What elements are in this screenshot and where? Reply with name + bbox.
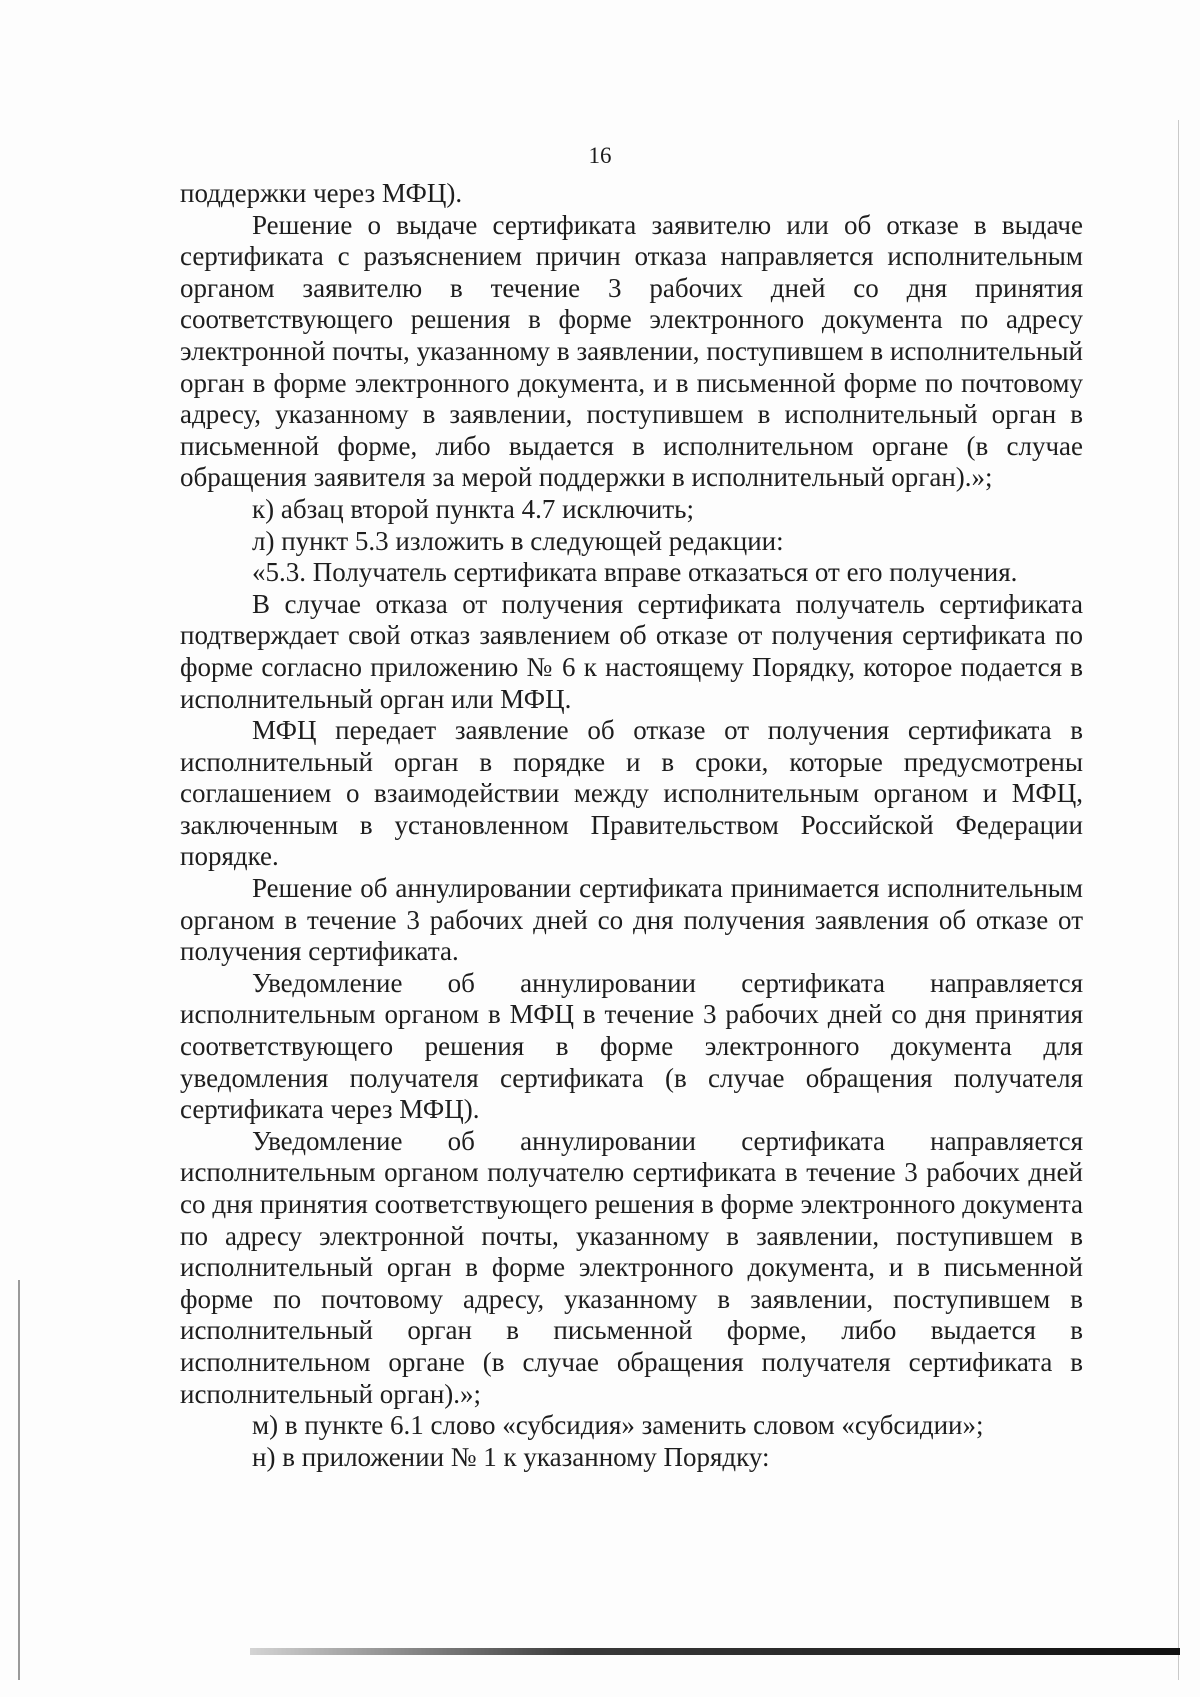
paragraph-item-n: н) в приложении № 1 к указанному Порядку: <box>252 1441 770 1472</box>
paragraph-item-k: к) абзац второй пункта 4.7 исключить; <box>252 493 694 524</box>
scan-edge-bottom <box>250 1648 1180 1655</box>
paragraph-refusal-statement: В случае отказа от получения сертификата получатель сертификата подтверждает свой отказ заявлением об отказе от получения сертификата по форме согласно приложению № 6 к настоящему Порядку, которое подается в исполнительный орган или МФЦ. <box>180 588 1083 714</box>
document-body <box>180 178 1083 1473</box>
scan-edge-right <box>1178 120 1179 1680</box>
paragraph-continuation: поддержки через МФЦ). <box>180 178 463 208</box>
paragraph-decision-notice: Решение о выдаче сертификата заявителю или об отказе в выдаче сертификата с разъяснением причин отказа направляется исполнительным органом заявителю в течение 3 рабочих дней со дня принятия соответствующего решения в форме электронного документа по адресу электронной почты, указанному в заявлении, поступившем в исполнительный орган в форме электронного документа, и в письменной форме по почтовому адресу, указанному в заявлении, поступившем в исполнительный орган в письменной форме, либо выдается в исполнительном органе (в случае обращения заявителя за мерой поддержки в исполнительный орган).»; <box>180 209 1083 493</box>
paragraph-annulment-notice-mfc: Уведомление об аннулировании сертификата направляется исполнительным органом в МФЦ в течение 3 рабочих дней со дня принятия соответствующего решения в форме электронного документа для уведомления получателя сертификата (в случае обращения получателя сертификата через МФЦ). <box>180 967 1083 1125</box>
paragraph-mfc-transfer: МФЦ передает заявление об отказе от получения сертификата в исполнительный орган в порядке и в сроки, которые предусмотрены соглашением о взаимодействии между исполнительным органом и МФЦ, заключенным в установленном Правительством Российской Федерации порядке. <box>180 715 1083 872</box>
paragraph-annulment-notice-recipient: Уведомление об аннулировании сертификата направляется исполнительным органом получателю сертификата в течение 3 рабочих дней со дня принятия соответствующего решения в форме электронного документа по адресу электронной почты, указанному в заявлении, поступившем в исполнительный орган в форме электронного документа, и в письменной форме по почтовому адресу, указанному в заявлении, поступившем в исполнительный орган в письменной форме, либо выдается в исполнительном органе (в случае обращения получателя сертификата в исполнительный орган).»; <box>180 1125 1083 1409</box>
paragraph-item-m: м) в пункте 6.1 слово «субсидия» заменить словом «субсидии»; <box>252 1410 984 1441</box>
paragraph-clause-5-3: «5.3. Получатель сертификата вправе отказаться от его получения. <box>252 557 1018 588</box>
paragraph-item-l: л) пункт 5.3 изложить в следующей редакции: <box>252 525 784 556</box>
page-number: 16 <box>588 143 612 168</box>
paragraph-annulment-decision: Решение об аннулировании сертификата принимается исполнительным органом в течение 3 рабочих дней со дня получения заявления об отказе от получения сертификата. <box>180 873 1083 967</box>
scan-edge-left <box>18 1280 20 1680</box>
